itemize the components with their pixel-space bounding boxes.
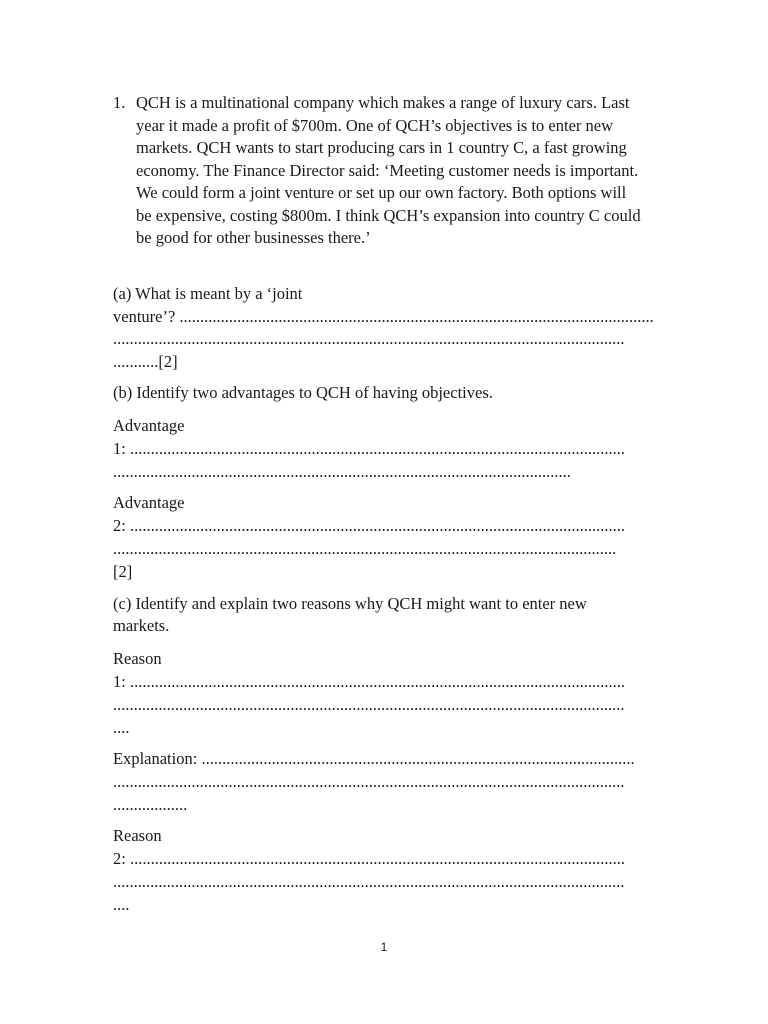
reason-2-answer-line: .... [113,895,130,914]
explanation-answer-line: .................. [113,795,188,814]
question-number: 1. [113,93,126,112]
question-text-line: economy. The Finance Director said: ‘Meeting customer needs is important. [136,161,639,180]
question-text-line: We could form a joint venture or set up our own factory. Both options will [136,183,627,202]
part-b-prompt: (b) Identify two advantages to QCH of having objectives. [113,383,493,402]
part-c-prompt: markets. [113,616,170,635]
advantage-2-answer-line: 2: ........................................................................................................................ [113,516,625,535]
reason-1-label: Reason [113,649,162,668]
reason-2-answer-line: ............................................................................................................................ [113,872,625,891]
reason-1-answer-line: .... [113,718,130,737]
part-a-prompt: (a) What is meant by a ‘joint [113,284,303,303]
reason-1-answer-line: ............................................................................................................................ [113,695,625,714]
advantage-2-answer-line: .......................................................................................................................... [113,539,617,558]
question-text-line: be good for other businesses there.’ [136,228,371,247]
question-text-line: markets. QCH wants to start producing cars in 1 country C, a fast growing [136,138,627,157]
advantage-2-label: Advantage [113,493,185,512]
explanation-answer-line: ............................................................................................................................ [113,772,625,791]
question-text-line: QCH is a multinational company which makes a range of luxury cars. Last [136,93,630,112]
page-number: 1 [380,940,388,954]
reason-2-answer-line: 2: ........................................................................................................................ [113,849,625,868]
part-a-answer-line: venture’? ................................................................................................................... [113,307,654,326]
advantage-1-label: Advantage [113,416,185,435]
reason-1-answer-line: 1: ........................................................................................................................ [113,672,625,691]
part-c-prompt: (c) Identify and explain two reasons why QCH might want to enter new [113,594,587,613]
explanation-answer-line: Explanation: ......................................................................................................... [113,749,635,768]
advantage-1-answer-line: ............................................................................................................... [113,462,571,481]
part-a-marks: ...........[2] [113,352,178,371]
question-text-line: year it made a profit of $700m. One of QCH’s objectives is to enter new [136,116,614,135]
advantage-1-answer-line: 1: ........................................................................................................................ [113,439,625,458]
question-text-line: be expensive, costing $800m. I think QCH’s expansion into country C could [136,206,641,225]
part-b-marks: [2] [113,562,133,581]
part-a-answer-line: ............................................................................................................................ [113,329,625,348]
reason-2-label: Reason [113,826,162,845]
